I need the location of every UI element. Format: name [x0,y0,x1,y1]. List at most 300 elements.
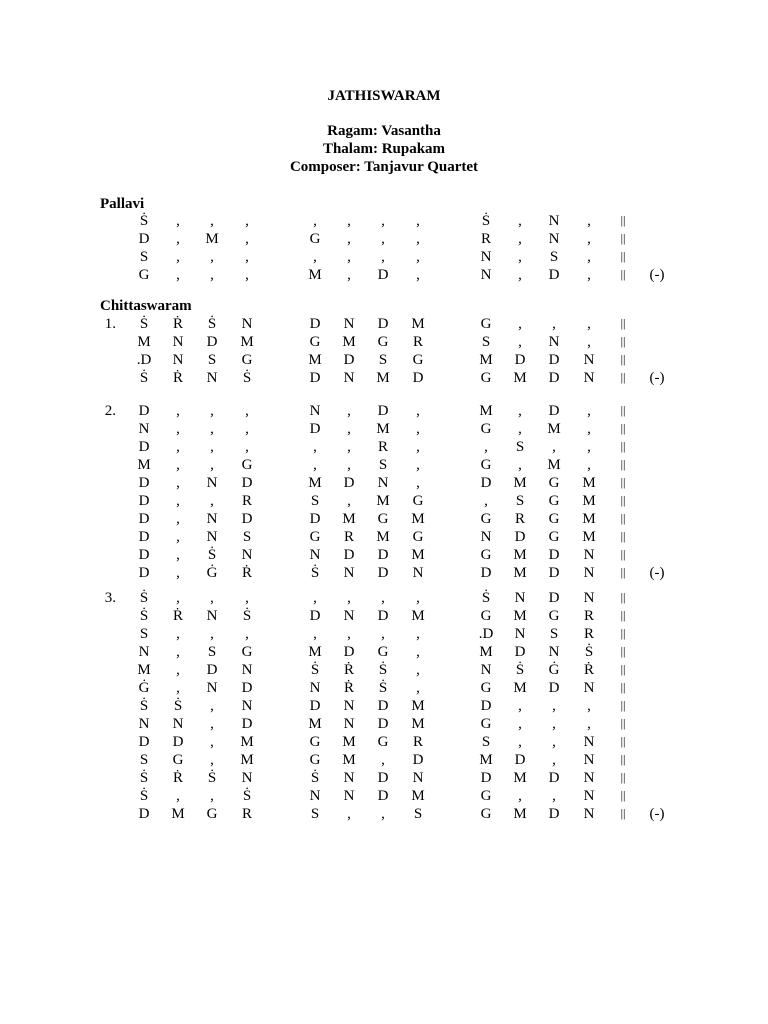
bar-line: || [620,662,626,676]
swara-note: , [416,680,420,696]
swara-note: N [548,334,560,350]
swara-note: M [411,716,425,732]
swara-note: , [210,421,214,437]
swara-note: Ṡ [310,565,320,581]
swara-note: D [377,698,389,714]
swara-note: G [309,734,321,750]
swara-note: N [309,547,321,563]
swara-note: M [376,529,390,545]
swara-note: N [583,806,595,822]
swara-note: N [583,752,595,768]
swara-note: R [583,626,594,642]
swara-note: N [241,662,253,678]
swara-note: , [176,439,180,455]
page-title: JATHISWARAM [327,88,441,104]
swara-note: M [513,680,527,696]
swara-note: N [548,644,560,660]
swara-note: R [241,493,252,509]
swara-note: R [412,734,423,750]
swara-note: M [308,644,322,660]
bar-line: || [620,716,626,730]
notation-line [0,249,768,267]
swara-note: D [309,316,321,332]
swara-note: S [481,334,491,350]
swara-note: G [377,644,389,660]
swara-note: D [343,644,355,660]
swara-note: N [480,662,492,678]
swara-note: D [138,439,150,455]
swara-note: .D [136,352,152,368]
swara-note: S [207,352,217,368]
swara-note: S [549,626,559,642]
swara-note: , [176,421,180,437]
notation-line [0,316,768,334]
swara-note: G [480,806,492,822]
swara-note: N [206,608,218,624]
bar-line: || [620,316,626,330]
notation-line [0,231,768,249]
swara-note: , [245,249,249,265]
swara-note: M [308,475,322,491]
swara-note: , [416,213,420,229]
swara-note: M [513,608,527,624]
swara-note: , [347,457,351,473]
swara-note: N [343,770,355,786]
swara-note: , [176,403,180,419]
swara-note: , [245,403,249,419]
swara-note: , [176,249,180,265]
notation-line [0,457,768,475]
swara-note: N [583,352,595,368]
swara-note: S [310,493,320,509]
bar-line: || [620,213,626,227]
swara-note: , [176,788,180,804]
swara-note: , [552,788,556,804]
swara-note: , [587,403,591,419]
notation-line [0,529,768,547]
swara-note: N [172,716,184,732]
swara-note: Ṡ [310,770,320,786]
swara-note: , [416,662,420,678]
swara-note: , [245,213,249,229]
swara-note: N [583,547,595,563]
swara-note: Ġ [206,565,218,581]
swara-note: G [241,644,253,660]
swara-note: , [313,457,317,473]
notation-line [0,770,768,788]
swara-note: N [241,316,253,332]
swara-note: Ṙ [172,370,183,386]
swara-note: , [347,267,351,283]
swara-note: R [343,529,354,545]
swara-note: S [207,644,217,660]
swara-note: , [587,334,591,350]
bar-line: || [620,788,626,802]
swara-note: N [241,547,253,563]
notation-line [0,439,768,457]
swara-note: , [381,626,385,642]
swara-note: , [552,698,556,714]
swara-note: D [138,231,150,247]
swara-note: M [411,608,425,624]
swara-note: M [205,231,219,247]
swara-note: , [176,213,180,229]
notation-line [0,565,768,583]
swara-note: M [513,547,527,563]
swara-note: , [245,590,249,606]
swara-note: M [137,662,151,678]
swara-note: M [376,370,390,386]
notation-line [0,213,768,231]
swara-note: Ṡ [584,644,594,660]
swara-note: , [245,267,249,283]
bar-line: || [620,352,626,366]
swara-note: D [377,565,389,581]
swara-note: G [172,752,184,768]
composer-label: Composer: Tanjavur Quartet [289,159,479,175]
swara-note: , [347,213,351,229]
swara-note: , [210,698,214,714]
swara-note: Ṡ [207,547,217,563]
swara-note: G [309,334,321,350]
swara-note: M [342,334,356,350]
swara-note: , [416,231,420,247]
swara-note: .D [478,626,494,642]
swara-note: G [309,231,321,247]
swara-note: N [241,770,253,786]
swara-note: M [308,352,322,368]
notation-line [0,806,768,824]
swara-note: , [518,788,522,804]
swara-note: D [377,716,389,732]
bar-line: || [620,475,626,489]
notation-line [0,421,768,439]
notation-line [0,644,768,662]
swara-note: , [176,590,180,606]
swara-note: , [245,439,249,455]
swara-note: Ṡ [310,662,320,678]
swara-note: , [518,716,522,732]
swara-note: G [138,267,150,283]
swara-note: N [206,680,218,696]
swara-note: D [138,511,150,527]
swara-note: G [480,457,492,473]
swara-note: Ṙ [241,565,252,581]
notation-line [0,267,768,285]
swara-note: N [583,770,595,786]
swara-note: G [309,752,321,768]
swara-note: S [378,352,388,368]
swara-note: , [587,316,591,332]
swara-note: D [309,608,321,624]
swara-note: G [480,788,492,804]
notation-line [0,734,768,752]
bar-line: || [620,403,626,417]
swara-note: Ṡ [242,370,252,386]
bar-line: || [620,267,626,281]
swara-note: N [172,352,184,368]
bar-line: || [620,680,626,694]
bar-line: || [620,565,626,579]
swara-note: M [411,698,425,714]
swara-note: N [583,370,595,386]
notation-line [0,590,768,608]
swara-note: , [176,457,180,473]
bar-line: || [620,231,626,245]
swara-note: , [381,806,385,822]
bar-line: || [620,608,626,622]
swara-note: D [514,529,526,545]
swara-note: , [587,457,591,473]
swara-note: Ṡ [139,698,149,714]
swara-note: S [378,457,388,473]
swara-note: D [377,608,389,624]
swara-note: S [515,439,525,455]
bar-line: || [620,421,626,435]
swara-note: D [412,370,424,386]
swara-note: , [313,439,317,455]
swara-note: , [176,231,180,247]
swara-note: , [484,493,488,509]
swara-note: , [176,547,180,563]
swara-note: Ṙ [172,316,183,332]
swara-note: , [587,249,591,265]
swara-note: , [381,231,385,247]
swara-note: N [377,475,389,491]
swara-note: D [172,734,184,750]
swara-note: D [138,806,150,822]
bar-line: || [620,511,626,525]
swara-note: Ṡ [139,608,149,624]
swara-note: G [241,352,253,368]
swara-note: D [138,493,150,509]
swara-note: , [518,231,522,247]
line-end-marker: (-) [649,267,665,283]
swara-note: , [416,439,420,455]
swara-note: N [548,213,560,229]
swara-note: N [241,698,253,714]
swara-note: , [484,439,488,455]
swara-note: G [548,608,560,624]
swara-note: N [548,231,560,247]
swara-note: M [137,334,151,350]
swara-note: Ġ [548,662,560,678]
notation-line [0,662,768,680]
swara-note: D [241,475,253,491]
swara-note: D [343,352,355,368]
swara-note: N [343,565,355,581]
swara-note: G [548,529,560,545]
bar-line: || [620,626,626,640]
swara-note: D [241,511,253,527]
swara-note: Ṡ [242,788,252,804]
swara-note: D [548,267,560,283]
notation-line [0,716,768,734]
swara-note: , [552,752,556,768]
notation-line [0,752,768,770]
swara-note: D [377,547,389,563]
swara-note: D [412,752,424,768]
swara-note: M [376,493,390,509]
swara-note: , [416,457,420,473]
swara-note: D [377,788,389,804]
swara-note: N [138,644,150,660]
swara-note: D [377,267,389,283]
bar-line: || [620,734,626,748]
swara-note: M [479,352,493,368]
swara-note: M [582,529,596,545]
swara-note: M [582,475,596,491]
swara-note: N [583,734,595,750]
swara-note: G [412,493,424,509]
bar-line: || [620,439,626,453]
swara-note: , [245,421,249,437]
line-end-marker: (-) [649,565,665,581]
swara-note: , [518,213,522,229]
swara-note: D [480,770,492,786]
swara-note: N [206,529,218,545]
swara-note: D [548,590,560,606]
line-end-marker: (-) [649,806,665,822]
swara-note: M [342,734,356,750]
swara-note: S [549,249,559,265]
swara-note: M [342,511,356,527]
swara-note: , [416,421,420,437]
swara-note: Ṙ [172,608,183,624]
swara-note: , [518,734,522,750]
swara-note: , [176,626,180,642]
swara-note: N [206,511,218,527]
swara-note: M [479,644,493,660]
swara-note: D [548,806,560,822]
swara-note: , [176,565,180,581]
swara-note: D [343,547,355,563]
swara-note: G [241,457,253,473]
swara-note: , [552,439,556,455]
line-end-marker: (-) [649,370,665,386]
swara-note: , [347,421,351,437]
swara-note: , [347,231,351,247]
swara-note: D [206,662,218,678]
swara-note: Ṡ [515,662,525,678]
swara-note: N [343,316,355,332]
swara-note: N [309,680,321,696]
swara-note: N [309,403,321,419]
swara-note: , [587,421,591,437]
swara-note: M [547,457,561,473]
notation-line [0,698,768,716]
notation-line [0,352,768,370]
swara-note: M [240,334,254,350]
notation-line [0,493,768,511]
swara-note: , [210,457,214,473]
swara-note: D [548,680,560,696]
swara-note: D [480,565,492,581]
swara-note: , [313,213,317,229]
bar-line: || [620,493,626,507]
swara-note: G [480,421,492,437]
bar-line: || [620,334,626,348]
swara-note: N [309,788,321,804]
swara-note: Ṡ [207,770,217,786]
swara-note: , [313,590,317,606]
swara-note: G [548,511,560,527]
bar-line: || [620,806,626,820]
section-heading-chittaswaram: Chittaswaram [100,298,192,314]
swara-note: Ṙ [343,680,354,696]
swara-note: D [377,770,389,786]
swara-note: M [582,493,596,509]
swara-note: D [514,644,526,660]
swara-note: D [206,334,218,350]
swara-note: G [480,680,492,696]
swara-note: D [138,475,150,491]
swara-note: Ṡ [139,590,149,606]
swara-note: , [347,493,351,509]
swara-note: D [548,370,560,386]
swara-note: D [377,316,389,332]
swara-note: , [210,752,214,768]
swara-note: N [480,529,492,545]
swara-note: , [518,316,522,332]
bar-line: || [620,752,626,766]
swara-note: G [548,493,560,509]
swara-note: D [480,698,492,714]
swara-note: N [583,680,595,696]
swara-note: S [413,806,423,822]
swara-note: D [377,403,389,419]
swara-note: M [411,547,425,563]
swara-note: , [176,475,180,491]
swara-note: , [416,267,420,283]
swara-note: , [210,403,214,419]
swara-note: , [518,698,522,714]
swara-note: , [347,249,351,265]
swara-note: G [480,608,492,624]
bar-line: || [620,249,626,263]
swara-note: Ṙ [583,662,594,678]
bar-line: || [620,457,626,471]
swara-note: N [514,590,526,606]
swara-note: G [377,511,389,527]
swara-note: , [381,590,385,606]
swara-note: D [138,403,150,419]
swara-note: N [514,626,526,642]
swara-note: M [411,316,425,332]
swara-note: D [138,734,150,750]
swara-note: Ṡ [173,698,183,714]
line-number: 1. [104,316,116,332]
swara-note: , [587,439,591,455]
notation-line [0,511,768,529]
swara-note: N [583,788,595,804]
swara-note: G [206,806,218,822]
swara-note: , [176,680,180,696]
swara-note: N [206,370,218,386]
swara-note: , [587,267,591,283]
swara-note: S [139,626,149,642]
swara-note: Ṡ [378,680,388,696]
swara-note: G [377,734,389,750]
swara-note: , [210,439,214,455]
swara-note: , [210,788,214,804]
swara-note: Ġ [138,680,150,696]
swara-note: , [518,403,522,419]
swara-note: , [347,590,351,606]
ragam-label: Ragam: Vasantha [327,123,441,139]
swara-note: , [176,493,180,509]
swara-note: , [210,734,214,750]
